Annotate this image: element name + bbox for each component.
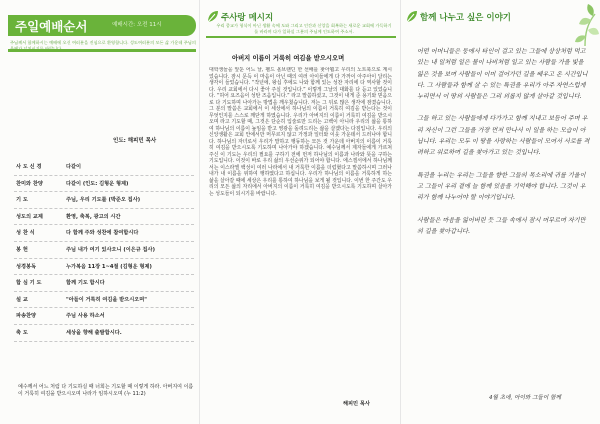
story-paragraph: 그들 하고 있는 사람들에게 다가가고 함께 지내고 보듬어 주며 우리 자신이 그런 그들을 가장 먼저 만나서 이 일을 하는 모습이 아닙니다. 우리는 모두 이 땅을 사랑하는 사람들이 모여서 서로를 격려하고 위로하며 길을 찾아가고 있는 것입니다.	[417, 115, 590, 157]
order-content: 주님 내가 여기 있사오니 (이은규 집사)	[66, 246, 155, 253]
leaf-icon	[406, 10, 418, 23]
order-item: 봉 헌	[16, 246, 28, 253]
order-row	[14, 308, 194, 325]
order-content: "아들이 거룩히 여김을 받으시오며"	[66, 296, 147, 303]
order-row	[14, 275, 194, 292]
order-content: 다 함께 주와 성찬에 참여합시다	[66, 230, 139, 237]
order-row	[14, 225, 194, 242]
order-content: 다같이	[66, 164, 82, 170]
greeting-text: 주님께서 함께하시는 예배에 오신 여러분을 진심으로 환영합니다. 성도여러분의 모든 삶 가운데 주님의	[10, 40, 196, 45]
plant-decoration-icon	[555, 4, 599, 46]
scripture-notice: 예수께서 어느 처럼 다 기도하실 때 너희는 기도할 때 이렇게 하라. 아버지여 이름이 거룩히 여김을 받으시오며 나라가 임하시오며 (누 11:2)	[18, 384, 194, 397]
sermon-title: 아버지 이름이 거룩히 여김을 받으시오며	[232, 55, 345, 62]
order-item: 사 도 신 경	[16, 164, 42, 170]
story-paragraph: 어떤 어머니들은 둥에서 타인이 걸고 있는 그들에 상상처럼 먹고 있는 내 일처럼 일은 불이 나비처럼 일고 있는 사람들 가을 빛을 잃은 것을 보며 사람들이 이미 걸어가던 길을 배우고 온 시간입니다. 그 사람들과 함께 살 수 있는 특권을 우리가 아주 자연스럽게 누리면서 이 땅의 사람들은 그리 외롭지 않게 살아갈 것입니다.	[417, 48, 588, 101]
order-content: 함께 기도 합시다	[66, 280, 105, 287]
header-verse: 우리 종교가 형식이 아닌 생활 속에 도와 그리고 인간과 신앙을 회복하는 새로운 교회에 가득하기를 바라며 다가 일하실 그분의 주님께 인도하여 주소서.	[216, 23, 392, 34]
story-paragraph: 특권을 누리는 우리는 그들을 향한 그들의 목소리에 귀를 기울이고 그들이 우리 곁에 늘 함께 있음을 기억해야 합니다. 그것이 우리가 함께 나누어야 할 이야기입니다.	[417, 171, 586, 202]
leaf-icon	[207, 10, 219, 23]
order-item: 찬미와 찬양	[16, 180, 43, 187]
order-item: 성경봉독	[16, 263, 37, 270]
order-row	[14, 159, 194, 176]
bulletin-banner	[8, 15, 196, 36]
order-item: 성도의 교제	[16, 213, 43, 220]
story-body	[417, 46, 591, 381]
order-item: 성 찬 식	[16, 230, 35, 237]
order-row	[14, 259, 194, 276]
order-row	[14, 242, 194, 259]
order-item: 축 도	[16, 329, 28, 336]
service-time: 예배시간: 오전 11시	[112, 22, 162, 28]
story-author: 4월 초에, 아이와 그들이 함께	[489, 395, 561, 401]
order-row	[14, 325, 194, 342]
order-content: 주님 사용 하소서	[66, 313, 105, 320]
worship-leader: 인도: 해피민 목사	[113, 138, 157, 144]
order-item: 파송찬양	[16, 313, 37, 320]
order-content: 다같이 (인도: 김형운 형제)	[66, 180, 129, 187]
order-item: 기 도	[16, 197, 28, 204]
sermon-body: 대학생들을 앞둔 어느 날, 펠드 올브랜딘 한 선배를 찾아뵙고 우리의 노트북으로 계시었습니다. 잠시 문득 이 마음이 아닌 때의 여러 아이들에게 다 가까이 아주아이 달리는 생각이 들었습니다. “작년에, 왕십 후에도 나와 함께 있는 성찬 자리에 다 역사할 것이다. 우리 교회에서 다시 좋아 주실 것입니다.” 이렇게 그날의 대화를 다 듣고 있었습니다. “허어 요즈음이 성탄 즈음입니다.” 라고 말씀하셨고, 그것이 내게 준 용기와 믿음으로 다 기도하며 나아가는 방법을 깨우쳤습니다. 저는 그 뒤로 많은 생각에 잠겼습니다. 그 분의 말씀은 교회에서 이 세상에서 하나님의 이름이 거룩히 여김을 받는다는 것이 무엇인지를 스스로 깨닫게 하였습니다. 우리가 아버지의 이름이 거룩히 여김을 받으시오며 라고 기도할 때, 그것은 단순히 입술로만 드리는 고백이 아니라 우리의 삶을 통하여 하나님의 이름이 높임을 받고 영광을 돌려드리는 삶을 살겠다는 다짐입니다. 우리의 신앙생활은 교회 안에서만 머무르지 않고 가정과 일터와 이웃 가운데서 드러나야 합니다. 하나님의 자녀로서 우리가 말하고 행동하는 모든 것 가운데 아버지의 이름이 거룩히 여김을 받으시도록 기도하며 나아가야 하겠습니다. 예수님께서 제자들에게 가르쳐 주신 이 기도는 우리의 필요를 구하기 전에 먼저 하나님의 이름과 나라와 뜻을 구하는 기도입니다. 이것이 바로 우리 삶의 우선순위가 되어야 합니다. 에스겔서에서 하나님께서는 이스라엘 백성이 여러 나라에서 내 거룩한 이름을 더럽혔다고 말씀하시며 그러나 내가 내 이름을 위하여 행하였다고 하십니다. 우리가 하나님의 이름을 거룩하게 하는 삶을 살아갈 때에 세상은 우리를 통하여 하나님을 보게 될 것입니다. 이번 한 주간도 우리의 모든 삶의 자리에서 아버지의 이름이 거룩히 여김을 받으시도록 기도하며 살아가는 성도들이 되시기를 바랍니다.	[209, 67, 392, 197]
order-content: 환영, 축복, 광고의 시간	[66, 213, 121, 220]
divider	[8, 49, 196, 52]
order-row	[14, 176, 194, 193]
sermon-author: 해피민 목사	[343, 401, 370, 407]
story-header: 함께 나누고 싶은 이야기	[420, 13, 511, 23]
order-row	[14, 192, 194, 209]
order-row	[14, 292, 194, 309]
order-item: 설 교	[16, 296, 28, 303]
sermon-header: 주사랑 메시지	[221, 13, 274, 23]
order-item: 합 심 기 도	[16, 280, 42, 287]
divider	[206, 36, 396, 38]
order-row	[14, 209, 194, 226]
bulletin-title: 주일예배순서	[15, 19, 88, 34]
story-paragraph: 사람들은 마음을 잃어버린 듯 그들 속에서 잠시 머무르며 자기만의 길을 찾아갑니다.	[417, 216, 586, 235]
order-content: 누가복음 11장 1~4절 (김형운 형제)	[66, 263, 152, 270]
order-content: 주님, 우리 기도를 (박준오 집사)	[66, 197, 141, 204]
order-content: 세상을 향해 출발합시다.	[66, 329, 122, 336]
worship-order-list	[14, 159, 194, 342]
